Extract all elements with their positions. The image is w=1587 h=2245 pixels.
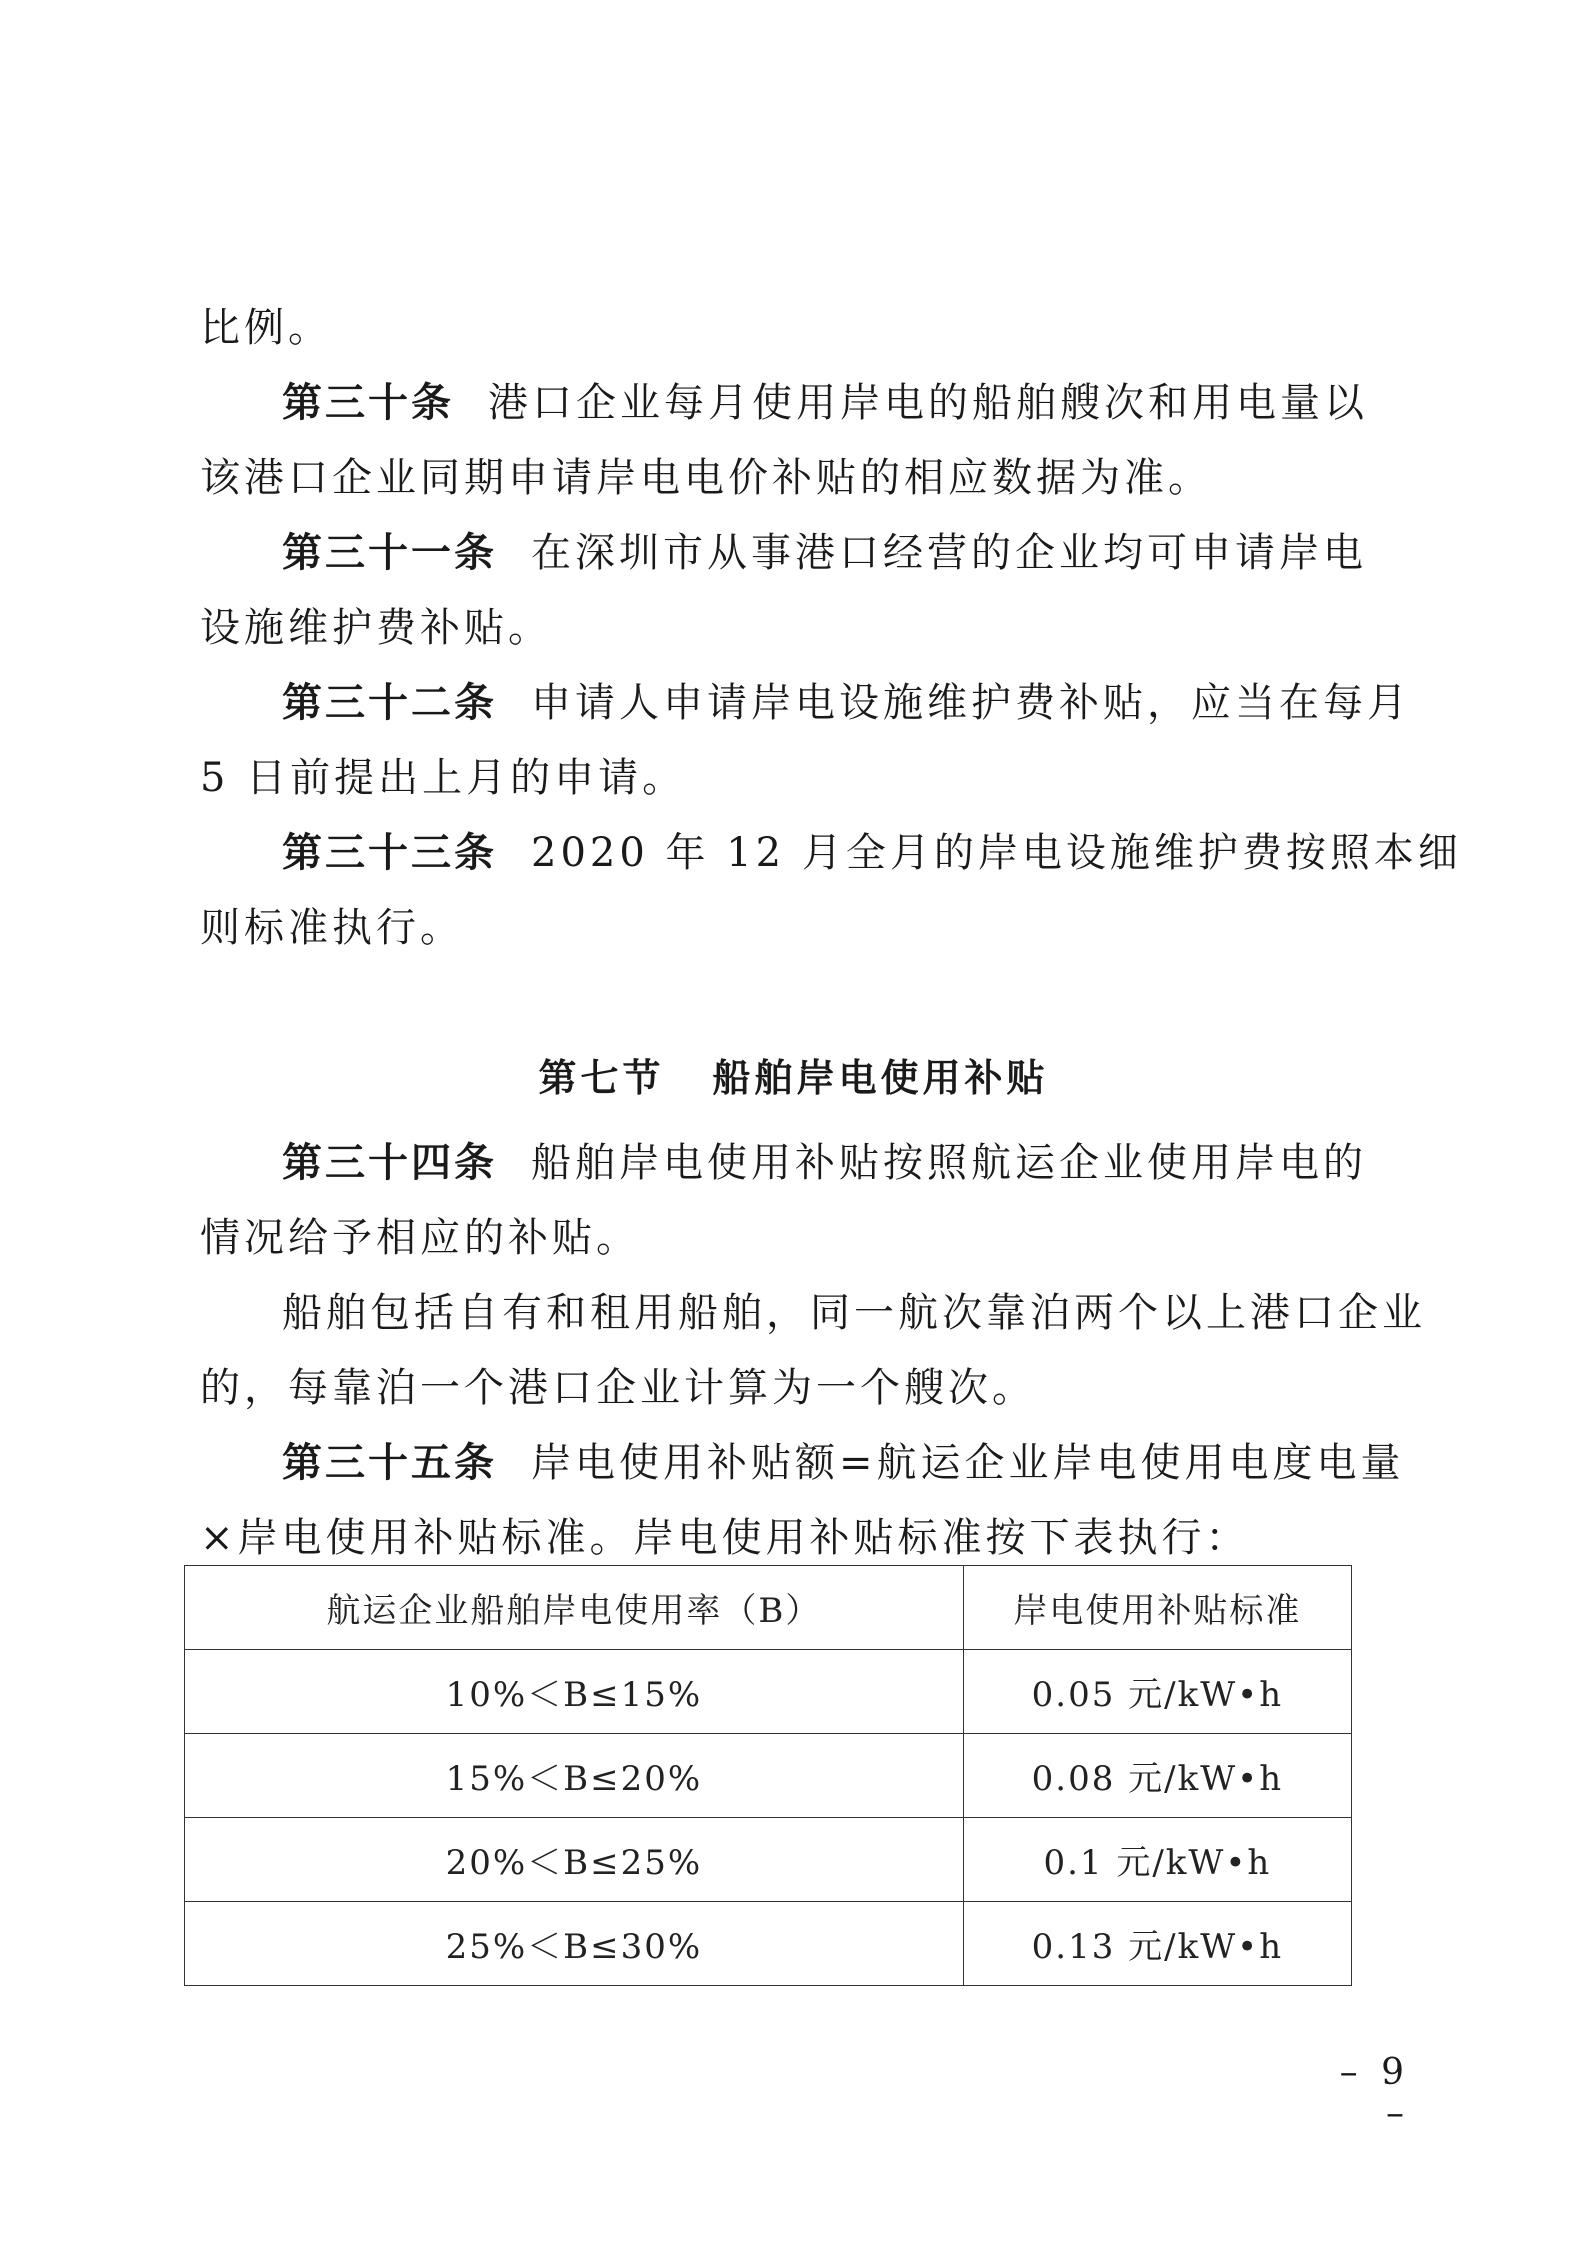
paragraph-text: 则标准执行。	[200, 905, 464, 951]
section-number: 第七节	[538, 1056, 665, 1100]
article-30-line	[282, 375, 1400, 431]
paragraph-line	[282, 1285, 1426, 1341]
paragraph-line	[200, 1360, 1400, 1416]
section-heading	[0, 1050, 1587, 1106]
table-cell-standard: 0.13 元/kW•h	[963, 1902, 1351, 1986]
table-row	[185, 1902, 1352, 1986]
article-35-line	[282, 1435, 1405, 1491]
paragraph-line	[200, 1210, 1400, 1266]
paragraph-text: 在深圳市从事港口经营的企业均可申请岸电	[531, 530, 1367, 576]
table-cell-rate: 15%＜B≤20%	[185, 1734, 964, 1818]
paragraph-line	[200, 900, 1400, 956]
paragraph-text: 比例。	[200, 305, 332, 351]
paragraph-line	[200, 750, 1400, 806]
article-label: 第三十四条	[282, 1140, 497, 1186]
paragraph-text: 该港口企业同期申请岸电电价补贴的相应数据为准。	[200, 455, 1212, 501]
paragraph-line	[200, 450, 1400, 506]
table-header-usage-rate: 航运企业船舶岸电使用率（B）	[185, 1566, 964, 1650]
article-34-line	[282, 1135, 1400, 1191]
article-31-line	[282, 525, 1400, 581]
table-cell-standard: 0.1 元/kW•h	[963, 1818, 1351, 1902]
article-33-line	[282, 825, 1462, 881]
table-row	[185, 1650, 1352, 1734]
paragraph-text: 岸电使用补贴额=航运企业岸电使用电度电量	[531, 1440, 1405, 1486]
paragraph-line	[200, 1510, 1400, 1566]
article-label: 第三十三条	[282, 830, 497, 876]
table-row	[185, 1818, 1352, 1902]
table-cell-rate: 25%＜B≤30%	[185, 1902, 964, 1986]
paragraph-text: 2020 年 12 月全月的岸电设施维护费按照本细	[531, 830, 1462, 876]
table-header-row	[185, 1566, 1352, 1650]
table-cell-rate: 20%＜B≤25%	[185, 1818, 964, 1902]
subsidy-table	[184, 1565, 1352, 1986]
section-title: 船舶岸电使用补贴	[712, 1056, 1049, 1100]
paragraph-line	[200, 600, 1400, 656]
table-cell-standard: 0.08 元/kW•h	[963, 1734, 1351, 1818]
paragraph-text: 5 日前提出上月的申请。	[200, 755, 687, 801]
article-label: 第三十一条	[282, 530, 497, 576]
paragraph-text: 情况给予相应的补贴。	[200, 1215, 640, 1261]
paragraph-text: 船舶岸电使用补贴按照航运企业使用岸电的	[531, 1140, 1367, 1186]
paragraph-text: ×岸电使用补贴标准。岸电使用补贴标准按下表执行：	[200, 1515, 1250, 1561]
article-label: 第三十条	[282, 380, 454, 426]
page-number: – 9 –	[1339, 2052, 1410, 2134]
article-32-line	[282, 675, 1411, 731]
paragraph-text: 申请人申请岸电设施维护费补贴，应当在每月	[531, 680, 1411, 726]
paragraph-line	[200, 300, 1400, 356]
paragraph-text: 港口企业每月使用岸电的船舶艘次和用电量以	[488, 380, 1368, 426]
table-row	[185, 1734, 1352, 1818]
article-label: 第三十五条	[282, 1440, 497, 1486]
table-header-subsidy-standard: 岸电使用补贴标准	[963, 1566, 1351, 1650]
paragraph-text: 船舶包括自有和租用船舶，同一航次靠泊两个以上港口企业	[282, 1290, 1426, 1336]
paragraph-text: 的，每靠泊一个港口企业计算为一个艘次。	[200, 1365, 1036, 1411]
table-cell-rate: 10%＜B≤15%	[185, 1650, 964, 1734]
paragraph-text: 设施维护费补贴。	[200, 605, 552, 651]
article-label: 第三十二条	[282, 680, 497, 726]
table-cell-standard: 0.05 元/kW•h	[963, 1650, 1351, 1734]
